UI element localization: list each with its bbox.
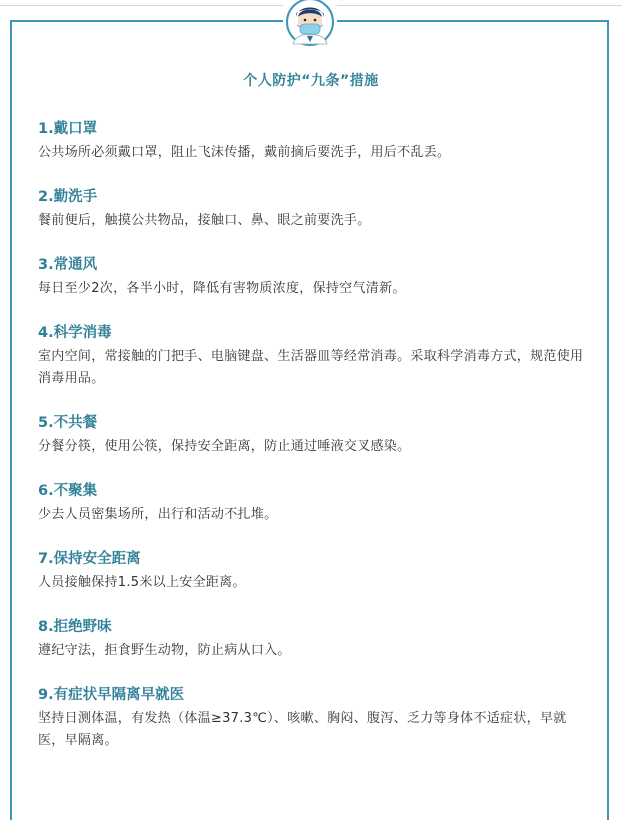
item-heading: 6.不聚集 <box>38 483 98 499</box>
item-description: 遵纪守法，拒食野生动物，防止病从口入。 <box>38 643 291 658</box>
item-heading: 7.保持安全距离 <box>38 551 141 567</box>
list-item <box>38 412 593 458</box>
list-item <box>38 186 593 232</box>
list-item <box>38 548 593 594</box>
list-item <box>38 616 593 662</box>
item-heading: 5.不共餐 <box>38 415 98 431</box>
item-description: 分餐分筷，使用公筷，保持安全距离，防止通过唾液交叉感染。 <box>38 439 411 454</box>
measures-list <box>38 118 593 752</box>
item-description: 餐前便后，触摸公共物品，接触口、鼻、眼之前要洗手。 <box>38 213 371 228</box>
item-description: 室内空间，常接触的门把手、电脑键盘、生活器皿等经常消毒。采取科学消毒方式，规范使用消毒用品。 <box>38 349 584 386</box>
list-item <box>38 684 593 752</box>
list-item <box>38 480 593 526</box>
item-heading: 2.勤洗手 <box>38 189 98 205</box>
item-description: 公共场所必须戴口罩，阻止飞沫传播，戴前摘后要洗手，用后不乱丢。 <box>38 145 451 160</box>
list-item <box>38 322 593 390</box>
item-heading: 1.戴口罩 <box>38 121 98 137</box>
masked-doctor-icon <box>283 0 337 50</box>
item-description: 坚持日测体温，有发热（体温≥37.3℃）、咳嗽、胸闷、腹泻、乏力等身体不适症状，早就医，早隔离。 <box>38 711 567 748</box>
item-heading: 3.常通风 <box>38 257 98 273</box>
item-description: 每日至少2次，各半小时，降低有害物质浓度，保持空气清新。 <box>38 281 406 296</box>
page-title: 个人防护“九条”措施 <box>243 73 379 89</box>
list-item <box>38 254 593 300</box>
item-heading: 9.有症状早隔离早就医 <box>38 687 185 703</box>
item-description: 少去人员密集场所，出行和活动不扎堆。 <box>38 507 278 522</box>
item-heading: 8.拒绝野味 <box>38 619 112 635</box>
item-heading: 4.科学消毒 <box>38 325 112 341</box>
list-item <box>38 118 593 164</box>
item-description: 人员接触保持1.5米以上安全距离。 <box>38 575 246 590</box>
